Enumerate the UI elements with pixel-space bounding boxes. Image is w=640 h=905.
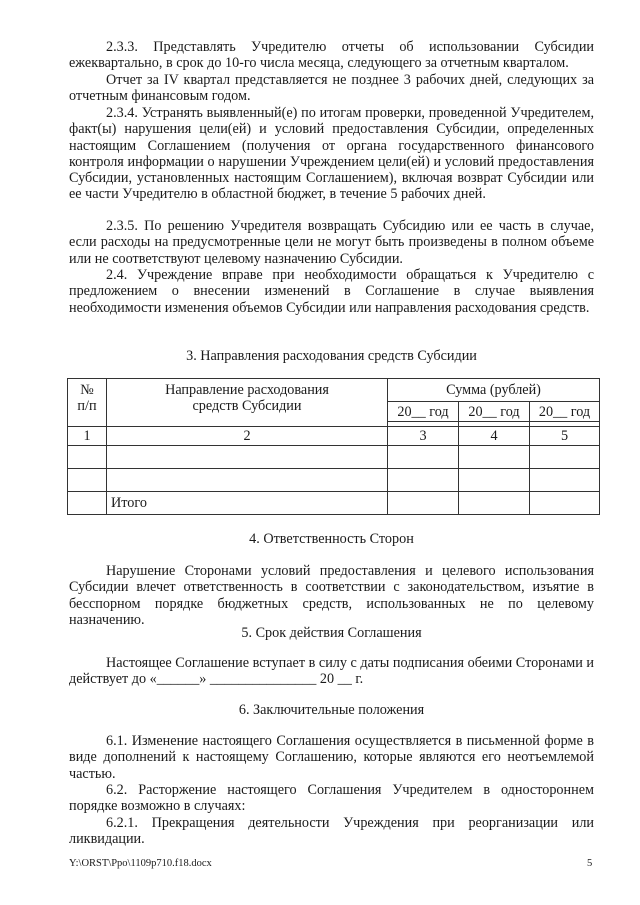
footer-file-path: Y:\ORST\Ppo\1109p710.f18.docx: [69, 858, 212, 869]
paragraph-2-3-4: 2.3.4. Устранять выявленный(е) по итогам проверки, проведенной Учредителем, факт(ы) нарушения цели(ей) и условий предоставления Субсидии, определенных настоящим Соглашением (получения от органа государственного финансового контроля информации о нарушении Учреждением цели(ей) и условий предоставления Субсидии, установленных настоящим Соглашением), включая возврат Субсидии или ее части Учредителю в областной бюджет, в течение 5 рабочих дней.: [69, 105, 594, 203]
section-6-heading: 6. Заключительные положения: [238, 702, 425, 718]
paragraph-6-1: 6.1. Изменение настоящего Соглашения осуществляется в письменной форме в виде дополнений к настоящему Соглашению, которые являются его неотъемлемой частью.: [69, 733, 594, 782]
table-col-number-4: 4: [459, 427, 530, 446]
table-row: [68, 446, 600, 469]
paragraph-2-3-5: 2.3.5. По решению Учредителя возвращать Субсидию или ее часть в случае, если расходы на предусмотренные цели не могут быть произведены в полном объеме или не соответствуют целевому назначению Субсидии.: [69, 218, 594, 267]
table-header-direction: Направление расходования средств Субсидии: [107, 379, 388, 427]
section-3-heading: 3. Направления расходования средств Субсидии: [186, 348, 477, 364]
table-header-number: № п/п: [68, 379, 107, 427]
paragraph-4-body: Нарушение Сторонами условий предоставления и целевого использования Субсидии влечет ответственность в соответствии с законодательством, изъятие в бесспорном порядке бюджетных средств, использованных не по целевому назначению.: [69, 563, 594, 628]
footer-page-number: 5: [587, 858, 593, 869]
table-row-total: [68, 492, 600, 515]
section-4-heading: 4. Ответственность Сторон: [249, 531, 414, 547]
table-col-number-2: 2: [107, 427, 388, 446]
section-5-heading: 5. Срок действия Соглашения: [241, 625, 422, 641]
table-row: [68, 469, 600, 492]
table-col-number-3: 3: [388, 427, 459, 446]
table-col-number-1: 1: [68, 427, 107, 446]
paragraph-2-3-3: 2.3.3. Представлять Учредителю отчеты об использовании Субсидии ежеквартально, в срок до 10-го числа месяца, следующего за отчетным кварталом.: [69, 39, 594, 72]
table-header-year-2: 20__ год: [459, 402, 530, 422]
paragraph-5-body: Настоящее Соглашение вступает в силу с даты подписания обеими Сторонами и действует до «______» _______________ 20 __ г.: [69, 655, 594, 688]
paragraph-6-2: 6.2. Расторжение настоящего Соглашения Учредителем в одностороннем порядке возможно в случаях:: [69, 782, 594, 815]
table-col-number-5: 5: [530, 427, 600, 446]
paragraph-2-4: 2.4. Учреждение вправе при необходимости обращаться к Учредителю с предложением о внесении изменений в Соглашение в случае выявления необходимости изменения объемов Субсидии или направления расходования средств.: [69, 267, 594, 316]
paragraph-report-iv: Отчет за IV квартал представляется не позднее 3 рабочих дней, следующих за отчетным финансовым годом.: [69, 72, 594, 105]
table-header-year-1: 20__ год: [388, 402, 459, 422]
table-header-sum: Сумма (рублей): [388, 379, 600, 402]
table-total-label: Итого: [107, 492, 388, 515]
table-header-year-3: 20__ год: [530, 402, 600, 422]
expenditure-table: [67, 378, 600, 515]
paragraph-6-2-1: 6.2.1. Прекращения деятельности Учреждения при реорганизации или ликвидации.: [69, 815, 594, 848]
